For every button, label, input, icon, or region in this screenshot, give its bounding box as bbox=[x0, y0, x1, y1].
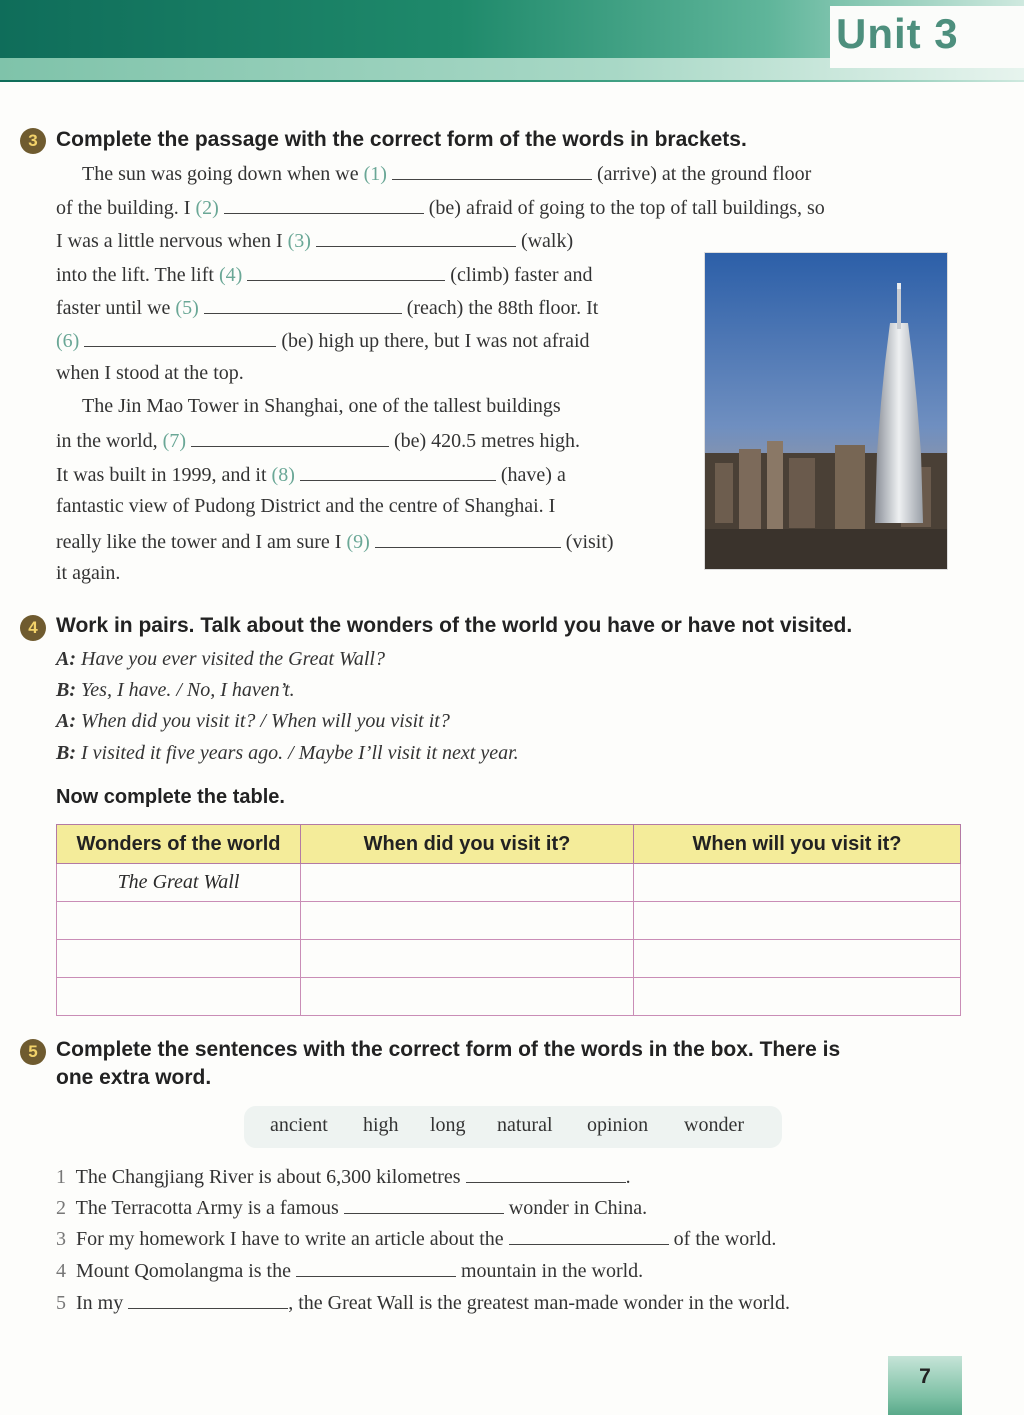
passage-line-12: really like the tower and I am sure I (9) (visit) bbox=[56, 531, 614, 553]
box-word: high bbox=[363, 1114, 399, 1136]
exercise-4-instruction: Work in pairs. Talk about the wonders of the world you have or have not visited. bbox=[56, 614, 853, 637]
table-cell[interactable] bbox=[634, 864, 961, 902]
table-row bbox=[57, 978, 961, 1016]
sentence-blank-4[interactable] bbox=[296, 1258, 456, 1277]
sentence-2: 2 The Terracotta Army is a famous wonder in China. bbox=[56, 1197, 648, 1219]
blank-6[interactable] bbox=[84, 328, 276, 347]
table-cell[interactable] bbox=[301, 940, 634, 978]
table-cell[interactable] bbox=[301, 978, 634, 1016]
sentence-blank-3[interactable] bbox=[509, 1226, 669, 1245]
passage-line-13: it again. bbox=[56, 562, 121, 584]
box-word: ancient bbox=[270, 1114, 328, 1136]
passage-line-9: in the world, (7) (be) 420.5 metres high. bbox=[56, 430, 581, 452]
table-header: When did you visit it? bbox=[301, 825, 634, 864]
exercise-number-3: 3 bbox=[20, 128, 46, 154]
passage-line-1: The sun was going down when we (1) (arrive) at the ground floor bbox=[82, 163, 812, 185]
table-header: Wonders of the world bbox=[57, 825, 301, 864]
dialogue-line-4: B: I visited it five years ago. / Maybe I’ll visit it next year. bbox=[56, 742, 519, 764]
table-cell[interactable] bbox=[301, 902, 634, 940]
passage-line-7: when I stood at the top. bbox=[56, 362, 244, 384]
sentence-1: 1 The Changjiang River is about 6,300 kilometres . bbox=[56, 1166, 631, 1188]
jin-mao-tower-photo bbox=[704, 252, 948, 570]
table-cell[interactable] bbox=[57, 902, 301, 940]
blank-8[interactable] bbox=[300, 462, 496, 481]
table-cell[interactable] bbox=[634, 978, 961, 1016]
blank-4[interactable] bbox=[247, 262, 445, 281]
passage-line-5: faster until we (5) (reach) the 88th floor. It bbox=[56, 297, 599, 319]
dialogue-line-1: A: Have you ever visited the Great Wall? bbox=[56, 648, 385, 670]
exercise-5-instruction-line-2: one extra word. bbox=[56, 1066, 212, 1089]
table-row bbox=[57, 940, 961, 978]
sentence-5: 5 In my , the Great Wall is the greatest man-made wonder in the world. bbox=[56, 1292, 790, 1314]
passage-line-2: of the building. I (2) (be) afraid of going to the top of tall buildings, so bbox=[56, 197, 825, 219]
table-cell[interactable] bbox=[57, 940, 301, 978]
box-word: wonder bbox=[684, 1114, 744, 1136]
blank-3[interactable] bbox=[316, 228, 516, 247]
table-cell[interactable] bbox=[301, 864, 634, 902]
exercise-5-instruction-line-1: Complete the sentences with the correct form of the words in the box. There is bbox=[56, 1038, 841, 1061]
blank-9[interactable] bbox=[375, 529, 561, 548]
table-row bbox=[57, 864, 961, 902]
blank-2[interactable] bbox=[224, 195, 424, 214]
passage-line-11: fantastic view of Pudong District and the centre of Shanghai. I bbox=[56, 495, 556, 517]
table-cell[interactable] bbox=[634, 902, 961, 940]
unit-title: Unit 3 bbox=[836, 10, 959, 57]
blank-5[interactable] bbox=[204, 295, 402, 314]
box-word: opinion bbox=[587, 1114, 649, 1136]
wonders-table bbox=[56, 824, 961, 1016]
passage-line-3: I was a little nervous when I (3) (walk) bbox=[56, 230, 574, 252]
table-instruction: Now complete the table. bbox=[56, 786, 285, 808]
sentence-blank-1[interactable] bbox=[466, 1164, 626, 1183]
exercise-3-instruction: Complete the passage with the correct form of the words in brackets. bbox=[56, 128, 747, 151]
box-word: natural bbox=[497, 1114, 553, 1136]
passage-line-4: into the lift. The lift (4) (climb) faster and bbox=[56, 264, 593, 286]
table-cell[interactable]: The Great Wall bbox=[57, 864, 301, 902]
page-number: 7 bbox=[888, 1356, 962, 1415]
box-word: long bbox=[430, 1114, 466, 1136]
table-cell[interactable] bbox=[57, 978, 301, 1016]
dialogue-line-2: B: Yes, I have. / No, I haven’t. bbox=[56, 679, 295, 701]
sentence-3: 3 For my homework I have to write an article about the of the world. bbox=[56, 1228, 777, 1250]
blank-7[interactable] bbox=[191, 428, 389, 447]
sentence-blank-2[interactable] bbox=[344, 1195, 504, 1214]
sentence-blank-5[interactable] bbox=[128, 1290, 288, 1309]
dialogue-line-3: A: When did you visit it? / When will you visit it? bbox=[56, 710, 450, 732]
passage-line-8: The Jin Mao Tower in Shanghai, one of the tallest buildings bbox=[82, 395, 561, 417]
sentence-4: 4 Mount Qomolangma is the mountain in the world. bbox=[56, 1260, 644, 1282]
table-header-row bbox=[57, 825, 961, 864]
table-header: When will you visit it? bbox=[634, 825, 961, 864]
exercise-number-5: 5 bbox=[20, 1039, 46, 1065]
table-cell[interactable] bbox=[634, 940, 961, 978]
passage-line-10: It was built in 1999, and it (8) (have) a bbox=[56, 464, 566, 486]
blank-1[interactable] bbox=[392, 161, 592, 180]
passage-line-6: (6) (be) high up there, but I was not afraid bbox=[56, 330, 590, 352]
exercise-number-4: 4 bbox=[20, 615, 46, 641]
table-row bbox=[57, 902, 961, 940]
